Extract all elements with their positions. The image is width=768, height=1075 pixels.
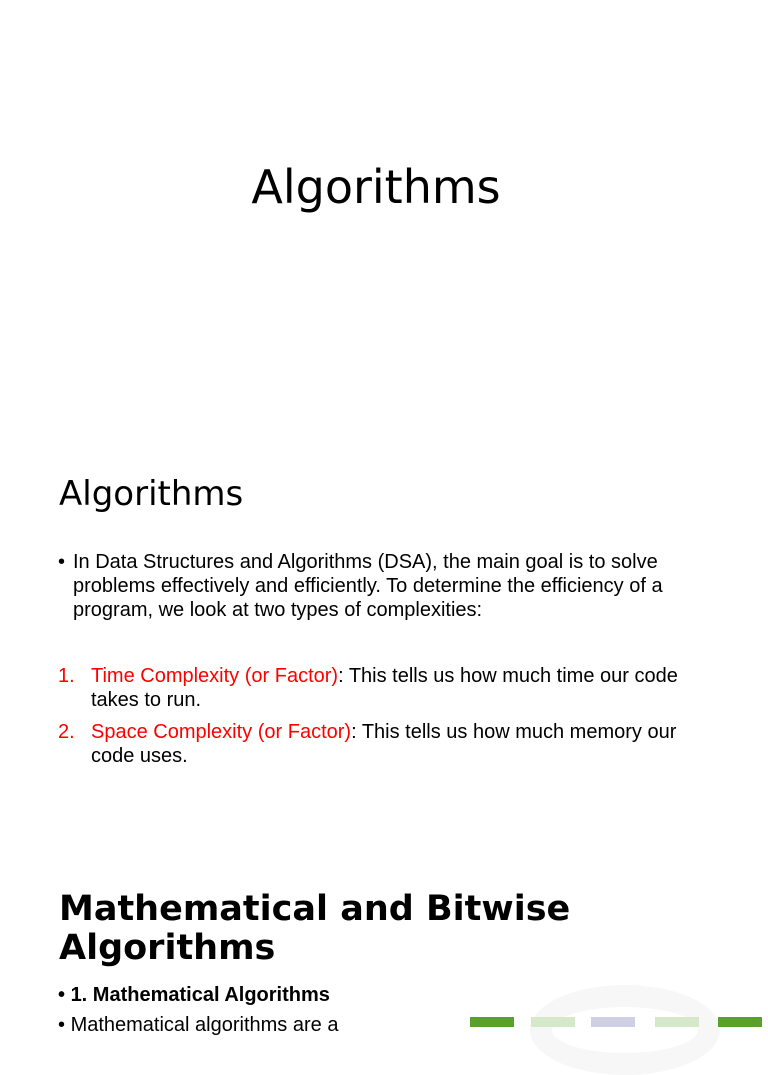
- bullet-icon: •: [58, 551, 66, 573]
- color-square: [718, 1017, 762, 1027]
- list-number: 1.: [58, 665, 75, 687]
- description: : This tells us how much memory our code uses.: [91, 721, 677, 767]
- sub-bullet-cut: • Mathematical algorithms are a: [58, 1014, 339, 1036]
- intro-bullet: [58, 550, 708, 622]
- sub-bullet-text: Mathematical algorithms are a: [70, 1014, 339, 1036]
- list-item-time: [58, 664, 718, 712]
- slide-title: Algorithms: [251, 160, 501, 214]
- list-item-space: [58, 720, 718, 768]
- description: : This tells us how much time our code takes to run.: [91, 665, 678, 711]
- color-square: [470, 1017, 514, 1027]
- list-number: 2.: [58, 721, 75, 743]
- intro-text: In Data Structures and Algorithms (DSA), the main goal is to solve problems effectively and efficiently. To determine the efficiency of a program, we look at two types of complexities:: [73, 551, 663, 621]
- sub-bullet-text: 1. Mathematical Algorithms: [70, 984, 330, 1006]
- watermark-shape: [530, 985, 720, 1075]
- color-square: [591, 1017, 635, 1027]
- color-square: [531, 1017, 575, 1027]
- sub-bullet: • 1. Mathematical Algorithms: [58, 984, 330, 1006]
- section-heading: Algorithms: [59, 474, 244, 514]
- term: Space Complexity (or Factor): [91, 721, 352, 743]
- color-square: [655, 1017, 699, 1027]
- term: Time Complexity (or Factor): [91, 665, 339, 687]
- section-heading-bold: Mathematical and Bitwise Algorithms: [59, 889, 571, 968]
